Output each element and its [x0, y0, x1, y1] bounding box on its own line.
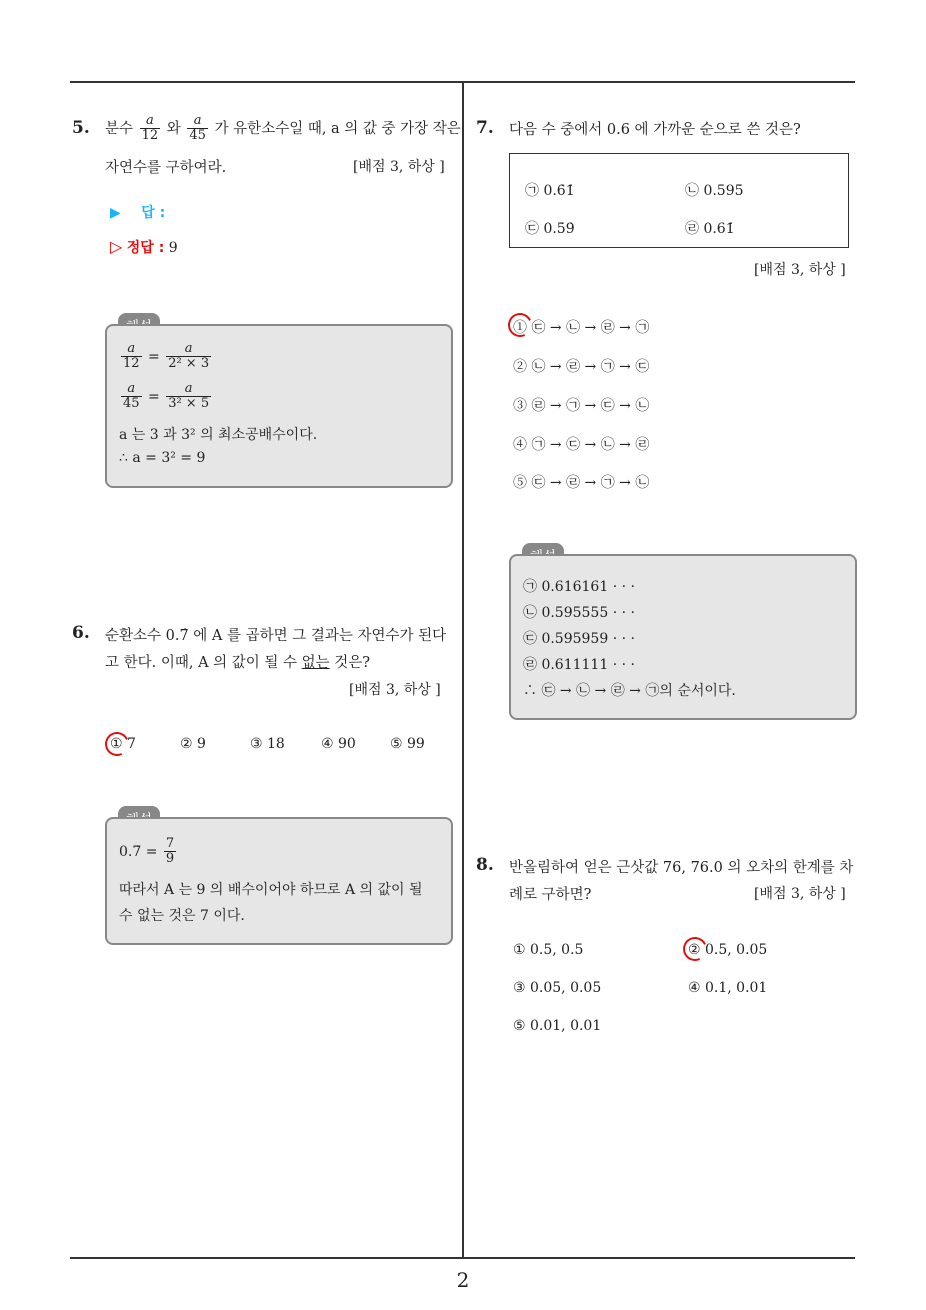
q5-h-line1: $\frac{a}{12}$ = $\frac{a}{\text{2² × 3}}$ [123, 341, 210, 372]
q5-pre: 분수 [105, 120, 134, 137]
q7-choice-1[interactable]: ① ㉢ → ㉡ → ㉣ → ㉠ [513, 320, 650, 336]
page-number: 2 [456, 1268, 470, 1292]
q8-line1: 반올림하여 얻은 근삿값 76, 76.0 의 오차의 한계를 차 [509, 860, 854, 876]
q5-number: 5. [72, 118, 90, 138]
correct-label: 정답 : [126, 240, 165, 256]
answer-arrow-icon: ▶ [110, 205, 121, 221]
q8-meta: [배점 3, 하상 ] [754, 886, 846, 902]
q5-h-line4: ∴ a = 3² = 9 [119, 450, 206, 466]
q7-meta: [배점 3, 하상 ] [754, 262, 846, 278]
q6-line2: 고 한다. 이때, A 의 값이 될 수 없는 것은? [105, 655, 371, 671]
q5-frac1: $\frac{a}{12}$ [141, 113, 159, 144]
q7-item-a: ㉠ 0.6̇1̇ [525, 183, 575, 199]
q6-choice-1[interactable]: ① 7 [110, 736, 136, 752]
q6-h-line1: 0.7̇ = $\frac{7}{9}$ [119, 836, 175, 867]
q7-choice-5[interactable]: ⑤ ㉢ → ㉣ → ㉠ → ㉡ [513, 475, 650, 491]
q5-h-line2: $\frac{a}{45}$ = $\frac{a}{\text{3² × 5}}$ [123, 381, 210, 412]
answer-label: 답 : [141, 205, 166, 221]
q5-meta: [배점 3, 하상 ] [353, 159, 445, 175]
q8-choice-1[interactable]: ① 0.5, 0.5 [513, 942, 584, 958]
correct-arrow-icon: ▷ [110, 237, 123, 256]
q6-haeseol-box [105, 817, 453, 945]
q5-correct-row [110, 237, 178, 257]
q5-answer-row [110, 202, 165, 222]
q5-line2: 자연수를 구하여라. [105, 160, 227, 176]
selected-answer-mark [102, 729, 133, 760]
q8-choice-4[interactable]: ④ 0.1, 0.01 [688, 980, 768, 996]
q8-line2: 례로 구하면? [509, 887, 592, 903]
q7-h-line2: ㉡ 0.595555 · · · [523, 605, 635, 621]
q8-choice-5[interactable]: ⑤ 0.01, 0.01 [513, 1018, 602, 1034]
q7-choice-2[interactable]: ② ㉡ → ㉣ → ㉠ → ㉢ [513, 359, 650, 375]
q6-h-line2: 따라서 A 는 9 의 배수이어야 하므로 A 의 값이 될 [119, 882, 423, 898]
bottom-rule [70, 1257, 855, 1259]
q7-h-line1: ㉠ 0.616161 · · · [523, 579, 635, 595]
q7-choice-3[interactable]: ③ ㉣ → ㉠ → ㉢ → ㉡ [513, 398, 650, 414]
q6-meta: [배점 3, 하상 ] [349, 682, 441, 698]
q5-post: 가 유한소수일 때, a 의 값 중 가장 작은 [214, 120, 461, 137]
q7-item-d: ㉣ 0.61̇ [685, 221, 735, 237]
column-divider [462, 83, 464, 1257]
q7-number: 7. [476, 118, 494, 138]
q7-line1: 다음 수 중에서 0.6 에 가까운 순으로 쓴 것은? [509, 122, 801, 138]
q7-items-box [509, 153, 849, 248]
q7-item-c: ㉢ 0.5̇9̇ [525, 221, 575, 237]
q5-h-line3: a 는 3 과 3² 의 최소공배수이다. [119, 427, 318, 443]
q7-h-line5: ∴ ㉢ → ㉡ → ㉣ → ㉠의 순서이다. [523, 683, 736, 699]
q5-mid: 와 [166, 120, 181, 137]
q6-choice-2[interactable]: ② 9 [180, 736, 206, 752]
q6-h-line3: 수 없는 것은 7 이다. [119, 908, 245, 924]
q5-line1 [105, 114, 461, 144]
q5-frac2: $\frac{a}{45}$ [189, 113, 206, 144]
q7-haeseol-box [509, 554, 857, 720]
q6-number: 6. [72, 623, 90, 643]
q7-item-b: ㉡ 0.595̇ [685, 183, 744, 199]
q7-choice-4[interactable]: ④ ㉠ → ㉢ → ㉡ → ㉣ [513, 437, 650, 453]
q8-number: 8. [476, 855, 494, 875]
q8-choice-2[interactable]: ② 0.5, 0.05 [688, 942, 768, 958]
q7-h-line3: ㉢ 0.595959 · · · [523, 631, 635, 647]
q6-choice-4[interactable]: ④ 90 [321, 736, 356, 752]
q7-h-line4: ㉣ 0.611111 · · · [523, 657, 635, 673]
q6-choice-5[interactable]: ⑤ 99 [390, 736, 425, 752]
correct-value: 9 [168, 240, 178, 256]
q5-haeseol-box [105, 324, 453, 488]
q6-choice-3[interactable]: ③ 18 [250, 736, 285, 752]
q6-line1: 순환소수 0.7̇ 에 A 를 곱하면 그 결과는 자연수가 된다 [105, 628, 447, 644]
q8-choice-3[interactable]: ③ 0.05, 0.05 [513, 980, 602, 996]
